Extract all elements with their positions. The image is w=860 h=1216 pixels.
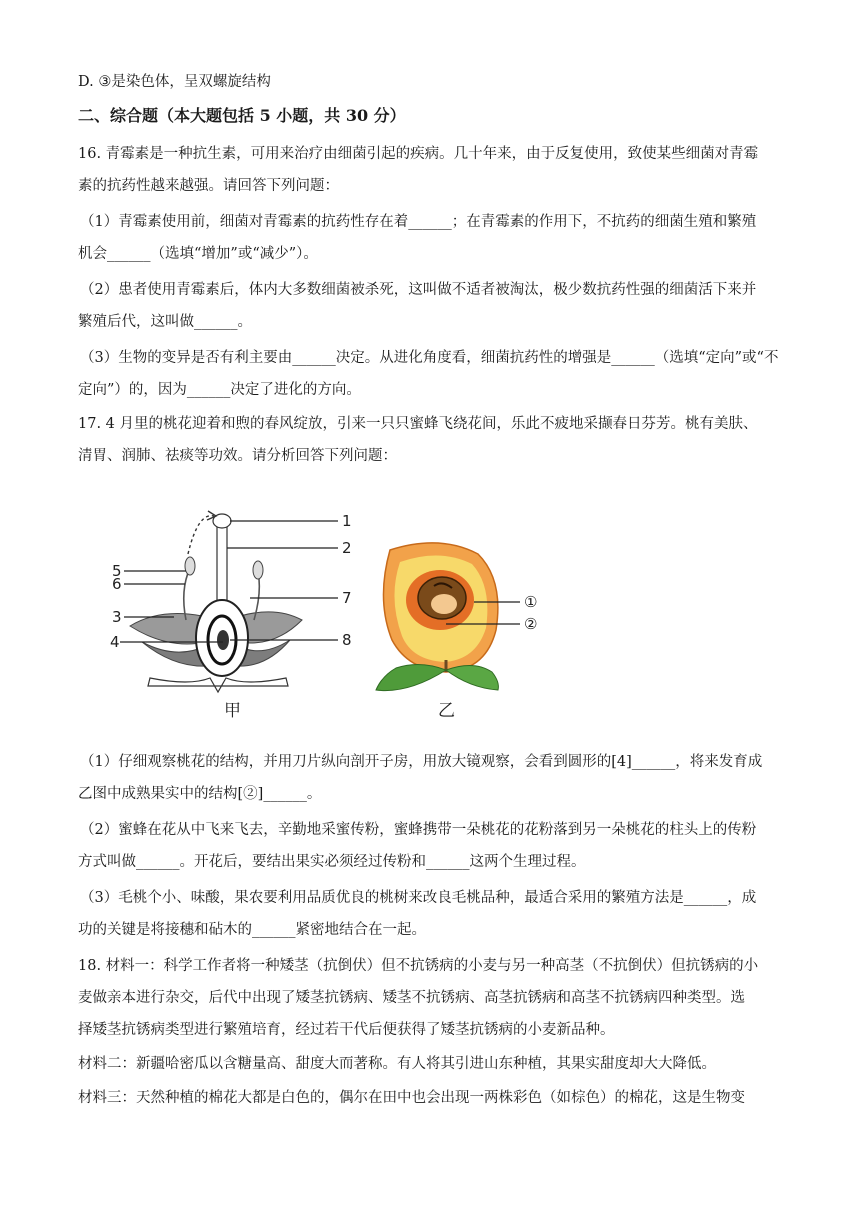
flower-label-3: 3 <box>112 608 122 626</box>
flower-label-5: 5 <box>112 562 122 580</box>
q17-part2-line-2: 方式叫做______。开花后，要结出果实必须经过传粉和______这两个生理过程。 <box>78 854 586 870</box>
left-anther-shape <box>185 557 195 575</box>
flower-label-6: 6 <box>112 575 122 593</box>
q17-stem-line-1: 17. 4 月里的桃花迎着和煦的春风绽放，引来一只只蜜蜂飞绕花间，乐此不疲地采撷春日芬芳。桃有美肤、 <box>78 416 758 432</box>
q16-stem-line-1: 16. 青霉素是一种抗生素，可用来治疗由细菌引起的疾病。几十年来，由于反复使用，致使某些细菌对青霉 <box>78 146 759 162</box>
q16-part2-line-1: （2）患者使用青霉素后，体内大多数细菌被杀死，这叫做不适者被淘汰，极少数抗药性强的细菌活下来并 <box>80 282 757 298</box>
receptacle-shape <box>148 678 288 692</box>
q18-material2-line: 材料二：新疆哈密瓜以含糖量高、甜度大而著称。有人将其引进山东种植，其果实甜度却大大降低。 <box>78 1056 716 1072</box>
q16-part3-line-1: （3）生物的变异是否有利主要由______决定。从进化角度看，细菌抗药性的增强是______（选填“定向”或“不 <box>80 350 779 366</box>
right-leaf-shape <box>446 665 498 690</box>
ovule-shape <box>217 630 229 650</box>
flower-label-2: 2 <box>342 539 352 557</box>
q16-part1-line-1: （1）青霉素使用前，细菌对青霉素的抗药性存在着______；在青霉素的作用下，不抗药的细菌生殖和繁殖 <box>80 214 757 230</box>
peach-flower-and-fruit-figure <box>90 490 570 730</box>
q17-part3-line-2: 功的关键是将接穗和砧木的______紧密地结合在一起。 <box>78 922 426 938</box>
flower-label-7: 7 <box>342 589 352 607</box>
q16-stem-line-2: 素的抗药性越来越强。请回答下列问题： <box>78 178 339 194</box>
fruit-label-1: ① <box>524 593 538 611</box>
q17-part3-line-1: （3）毛桃个小、味酸，果农要利用品质优良的桃树来改良毛桃品种，最适合采用的繁殖方法是______，成 <box>80 890 757 906</box>
q17-part1-line-1: （1）仔细观察桃花的结构，并用刀片纵向剖开子房，用放大镜观察，会看到圆形的[4]______，将来发育成 <box>80 754 763 770</box>
flower-label-1: 1 <box>342 512 352 530</box>
q18-material1-line-1: 18. 材料一：科学工作者将一种矮茎（抗倒伏）但不抗锈病的小麦与另一种高茎（不抗倒伏）但抗锈病的小 <box>78 958 759 974</box>
q16-part1-line-2: 机会______（选填“增加”或“减少”）。 <box>78 246 318 262</box>
option-d-text: D. ③是染色体，呈双螺旋结构 <box>78 74 271 90</box>
seed-shape <box>431 594 457 614</box>
right-anther-shape <box>253 561 263 579</box>
left-petal-shape <box>130 614 206 644</box>
caption-yi: 乙 <box>438 701 455 721</box>
q17-part1-line-2: 乙图中成熟果实中的结构[②]______。 <box>78 786 322 802</box>
q18-material1-line-3: 择矮茎抗锈病类型进行繁殖培育，经过若干代后便获得了矮茎抗锈病的小麦新品种。 <box>78 1022 615 1038</box>
flower-diagram <box>110 511 352 721</box>
caption-jia: 甲 <box>224 701 241 721</box>
left-filament-shape <box>184 568 190 620</box>
q18-material3-line: 材料三：天然种植的棉花大都是白色的，偶尔在田中也会出现一两株彩色（如棕色）的棉花，这是生物变 <box>78 1090 745 1106</box>
fruit-diagram <box>376 543 537 721</box>
fruit-label-2: ② <box>524 615 538 633</box>
flower-label-4: 4 <box>110 633 120 651</box>
flower-label-8: 8 <box>342 631 352 649</box>
q17-part2-line-1: （2）蜜蜂在花从中飞来飞去，辛勤地采蜜传粉，蜜蜂携带一朵桃花的花粉落到另一朵桃花的柱头上的传粉 <box>80 822 757 838</box>
q16-part2-line-2: 繁殖后代，这叫做______。 <box>78 314 252 330</box>
q16-part3-line-2: 定向”）的，因为______决定了进化的方向。 <box>78 382 361 398</box>
pollination-arrow-shape <box>188 516 214 554</box>
left-leaf-shape <box>376 664 446 690</box>
section-heading: 二、综合题（本大题包括 5 小题，共 30 分） <box>78 106 406 125</box>
q18-material1-line-2: 麦做亲本进行杂交，后代中出现了矮茎抗锈病、矮茎不抗锈病、高茎抗锈病和高茎不抗锈病四种类型。选 <box>78 990 745 1006</box>
q17-stem-line-2: 清胃、润肺、祛痰等功效。请分析回答下列问题： <box>78 448 397 464</box>
